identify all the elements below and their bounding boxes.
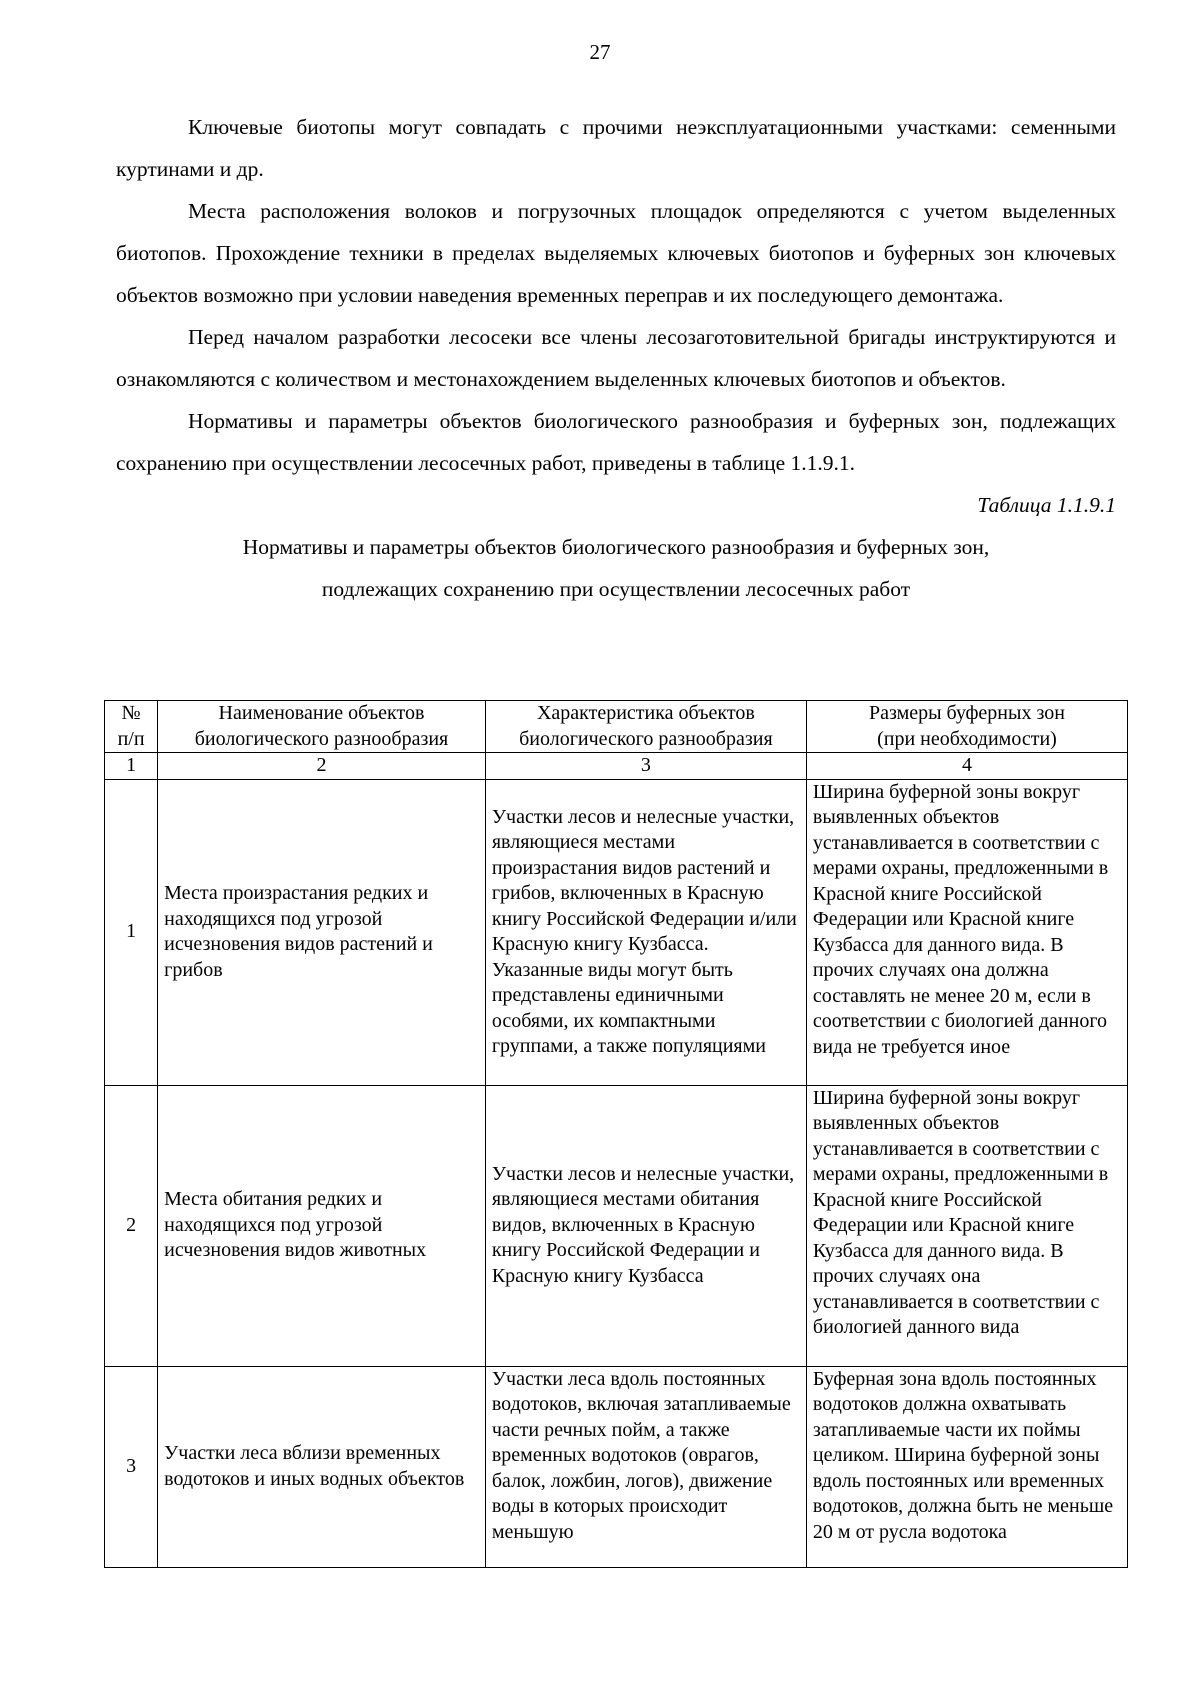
column-number: 4 [806, 753, 1127, 780]
header-text: биологического разнообразия [194, 727, 449, 750]
table-title-line: Нормативы и параметры объектов биологического разнообразия и буферных зон, [242, 535, 990, 559]
object-name: Места обитания редких и находящихся под угрозой исчезновения видов животных [158, 1085, 486, 1366]
object-description: Участки лесов и нелесные участки, являющиеся местами произрастания видов растений и грибов, включенных в Красную книгу Российской Федерации и/или Красную книгу Кузбасса. Указанные виды могут быть представлены единичными особями, их компактными группами, а также популяциями [485, 779, 806, 1085]
header-text: (при необходимости) [877, 727, 1057, 750]
column-number: 2 [158, 753, 486, 780]
header-number [105, 701, 158, 753]
page-number: 27 [589, 40, 611, 64]
header-text: Размеры буферных зон [868, 702, 1065, 724]
biodiversity-table [104, 700, 1128, 1568]
header-text: п/п [117, 727, 145, 750]
object-name: Места произрастания редких и находящихся под угрозой исчезновения видов растений и грибов [158, 779, 486, 1085]
row-number: 2 [105, 1085, 158, 1366]
paragraph: Нормативы и параметры объектов биологического разнообразия и буферных зон, подлежащих сохранению при осуществлении лесосечных работ, приведены в таблице 1.1.9.1. [116, 409, 1116, 475]
body-text [116, 106, 1116, 610]
buffer-zone-size: Буферная зона вдоль постоянных водотоков должна охватывать затапливаемые части их поймы целиком. Ширина буферной зоны вдоль постоянных или временных водотоков, должна быть не меньше 20 м от русла водотока [806, 1366, 1127, 1567]
paragraph: Перед началом разработки лесосеки все члены лесозаготовительной бригады инструктируются и ознакомляются с количеством и местонахождением выделенных ключевых биотопов и объектов. [116, 325, 1116, 391]
row-number: 3 [105, 1366, 158, 1567]
column-number: 3 [485, 753, 806, 780]
row-number: 1 [105, 779, 158, 1085]
header-text: № [121, 702, 141, 724]
paragraph: Места расположения волоков и погрузочных площадок определяются с учетом выделенных биотопов. Прохождение техники в пределах выделяемых ключевых биотопов и буферных зон ключевых объектов возможно при условии наведения временных переправ и их последующего демонтажа. [116, 199, 1116, 307]
header-text: биологического разнообразия [519, 727, 773, 750]
buffer-zone-size: Ширина буферной зоны вокруг выявленных объектов устанавливается в соответствии с мерами охраны, предложенными в Красной книге Российской Федерации или Красной книге Кузбасса для данного вида. В прочих случаях она устанавливается в соответствии с биологией данного вида [806, 1085, 1127, 1366]
header-buffer-size [806, 701, 1127, 753]
header-text: Наименование объектов [218, 702, 425, 724]
buffer-zone-size: Ширина буферной зоны вокруг выявленных объектов устанавливается в соответствии с мерами охраны, предложенными в Красной книге Российской Федерации или Красной книге Кузбасса для данного вида. В прочих случаях она должна составлять не менее 20 м, если в соответствии с биологией данного вида не требуется иное [806, 779, 1127, 1085]
paragraph: Ключевые биотопы могут совпадать с прочими неэксплуатационными участками: семенными куртинами и др. [116, 115, 1116, 181]
table-row [105, 779, 1128, 1085]
column-number-row [105, 753, 1128, 780]
column-number: 1 [105, 753, 158, 780]
header-object-name [158, 701, 486, 753]
table-title-line: подлежащих сохранению при осуществлении лесосечных работ [321, 577, 911, 601]
header-object-description [485, 701, 806, 753]
table-title [116, 526, 1116, 610]
table-header-row [105, 701, 1128, 753]
table-row [105, 1366, 1128, 1567]
header-text: Характеристика объектов [536, 702, 755, 724]
object-description: Участки лесов и нелесные участки, являющиеся местами обитания видов, включенных в Красную книгу Российской Федерации и Красную книгу Кузбасса [485, 1085, 806, 1366]
table-label: Таблица 1.1.9.1 [977, 493, 1116, 517]
object-description: Участки леса вдоль постоянных водотоков, включая затапливаемые части речных пойм, а также временных водотоков (оврагов, балок, ложбин, логов), движение воды в которых происходит меньшую [485, 1366, 806, 1567]
table-row [105, 1085, 1128, 1366]
object-name: Участки леса вблизи временных водотоков и иных водных объектов [158, 1366, 486, 1567]
